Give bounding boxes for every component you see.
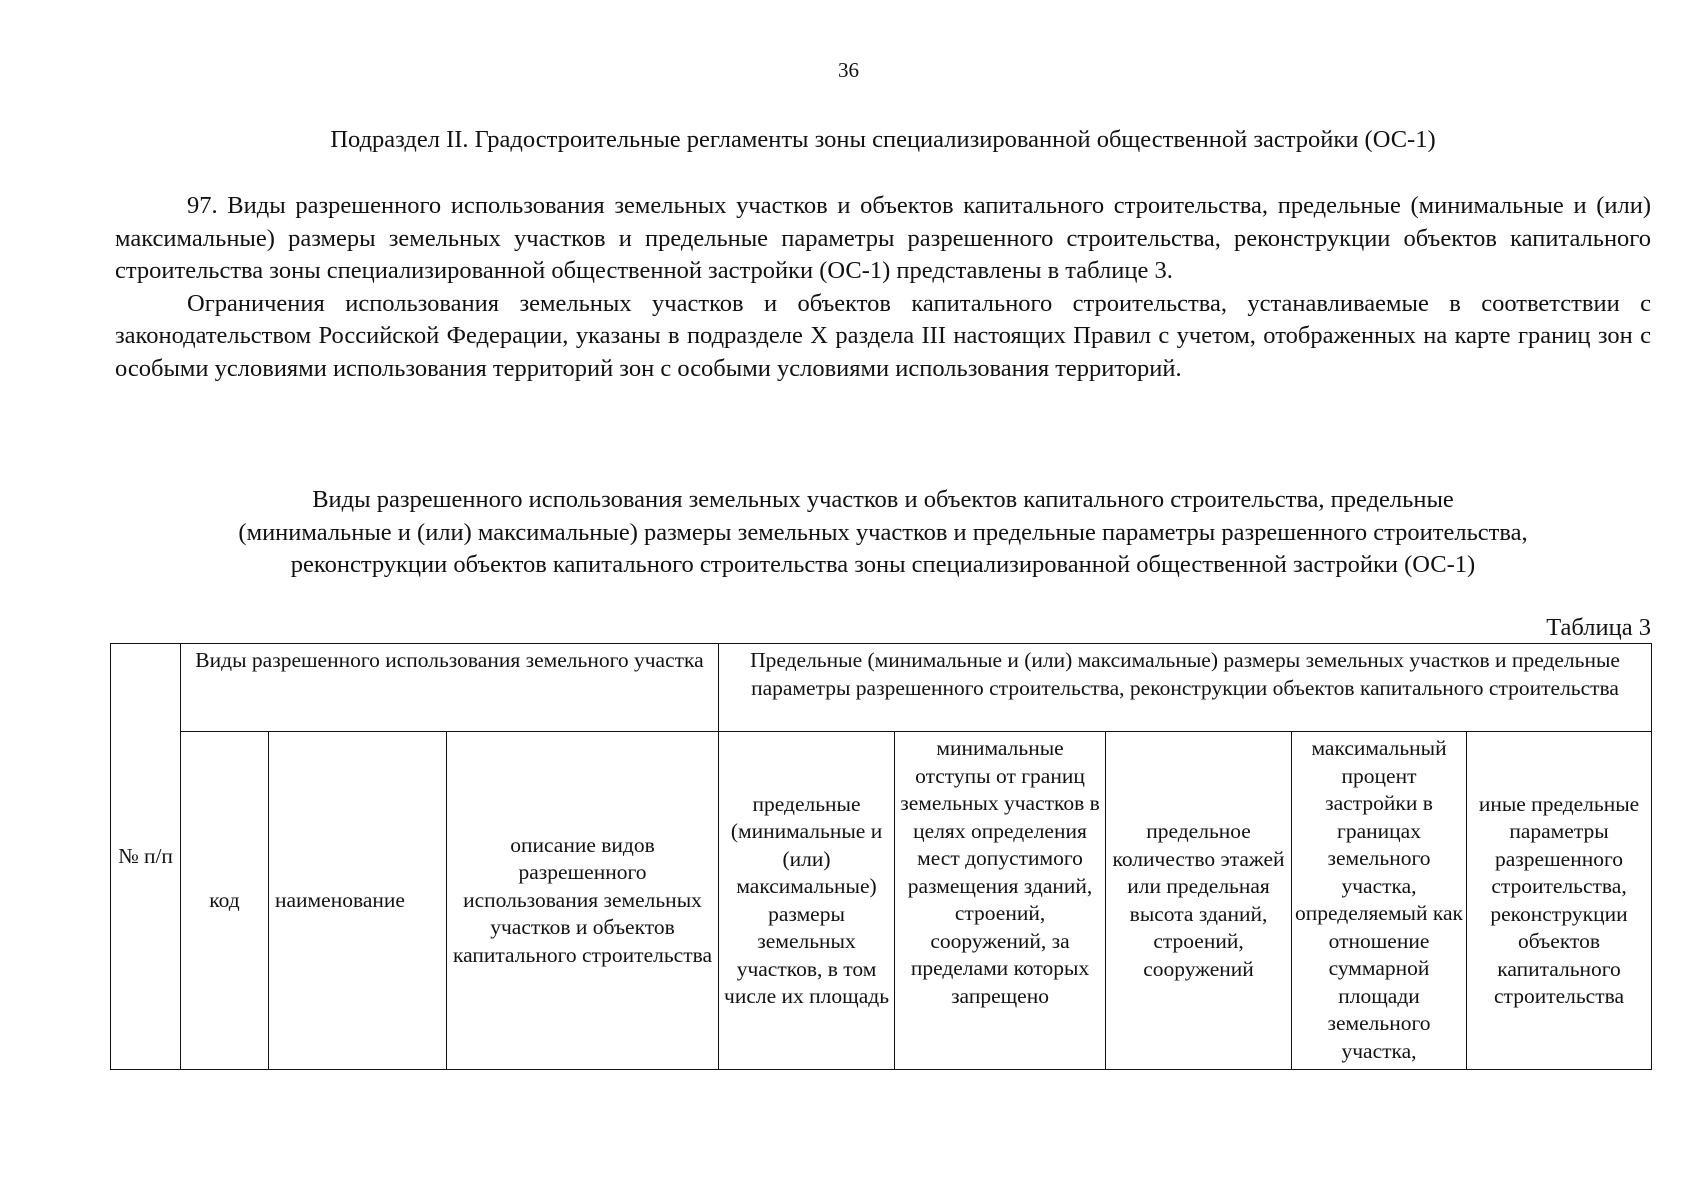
body-text: [115, 190, 1651, 385]
table-heading-line: Виды разрешенного использования земельных участков и объектов капитального строительства, предельные: [312, 486, 1454, 513]
column-header-other-params: иные предельные параметры разрешенного строительства, реконструкции объектов капитального строительства: [1467, 732, 1652, 1070]
paragraph-restrictions: Ограничения использования земельных участков и объектов капитального строительства, устанавливаемые в соответствии с законодательством Российской Федерации, указаны в подразделе X раздела III настоящих Правил с учетом, отображенных на карте границ зон с особыми условиями использования территорий зон с особыми условиями использования территорий.: [115, 289, 1651, 382]
group-header-permitted-use: Виды разрешенного использования земельного участка: [181, 644, 719, 732]
column-header-coverage: максимальный процент застройки в границах земельного участка, определяемый как отношение суммарной площади земельного участка,: [1292, 732, 1467, 1070]
table-heading-line: (минимальные и (или) максимальные) размеры земельных участков и предельные параметры разрешенного строительства,: [238, 518, 1528, 546]
column-header-name: наименование: [269, 732, 447, 1070]
column-header-plot-size: предельные (минимальные и (или) максимальные) размеры земельных участков, в том числе их площадь: [719, 732, 895, 1070]
column-header-code: код: [181, 732, 269, 1070]
table-heading-line: реконструкции объектов капитального строительства зоны специализированной общественной застройки (ОС-1): [290, 551, 1476, 578]
column-header-description: описание видов разрешенного использования земельных участков и объектов капитального строительства: [447, 732, 719, 1070]
regulations-table: [110, 643, 1652, 1070]
table-caption: Таблица 3: [1546, 614, 1651, 641]
table-header-row-columns: [111, 732, 1652, 1070]
group-header-limits: Предельные (минимальные и (или) максимальные) размеры земельных участков и предельные параметры разрешенного строительства, реконструкции объектов капитального строительства: [719, 644, 1652, 732]
table-heading: [115, 484, 1651, 582]
column-header-floors: предельное количество этажей или предельная высота зданий, строений, сооружений: [1106, 732, 1292, 1070]
column-header-setbacks: минимальные отступы от границ земельных участков в целях определения мест допустимого размещения зданий, строений, сооружений, за пределами которых запрещено: [895, 732, 1106, 1070]
page-number: 36: [838, 58, 859, 82]
paragraph-97: 97. Виды разрешенного использования земельных участков и объектов капитального строительства, предельные (минимальные и (или) максимальные) размеры земельных участков и предельные параметры разрешенного строительства, реконструкции объектов капитального строительства зоны специализированной общественной застройки (ОС-1) представлены в таблице 3.: [115, 192, 1651, 284]
table-header-row-groups: [111, 644, 1652, 732]
subsection-title: Подраздел II. Градостроительные регламенты зоны специализированной общественной застройки (ОС-1): [330, 126, 1436, 153]
column-header-number: № п/п: [111, 644, 181, 1070]
